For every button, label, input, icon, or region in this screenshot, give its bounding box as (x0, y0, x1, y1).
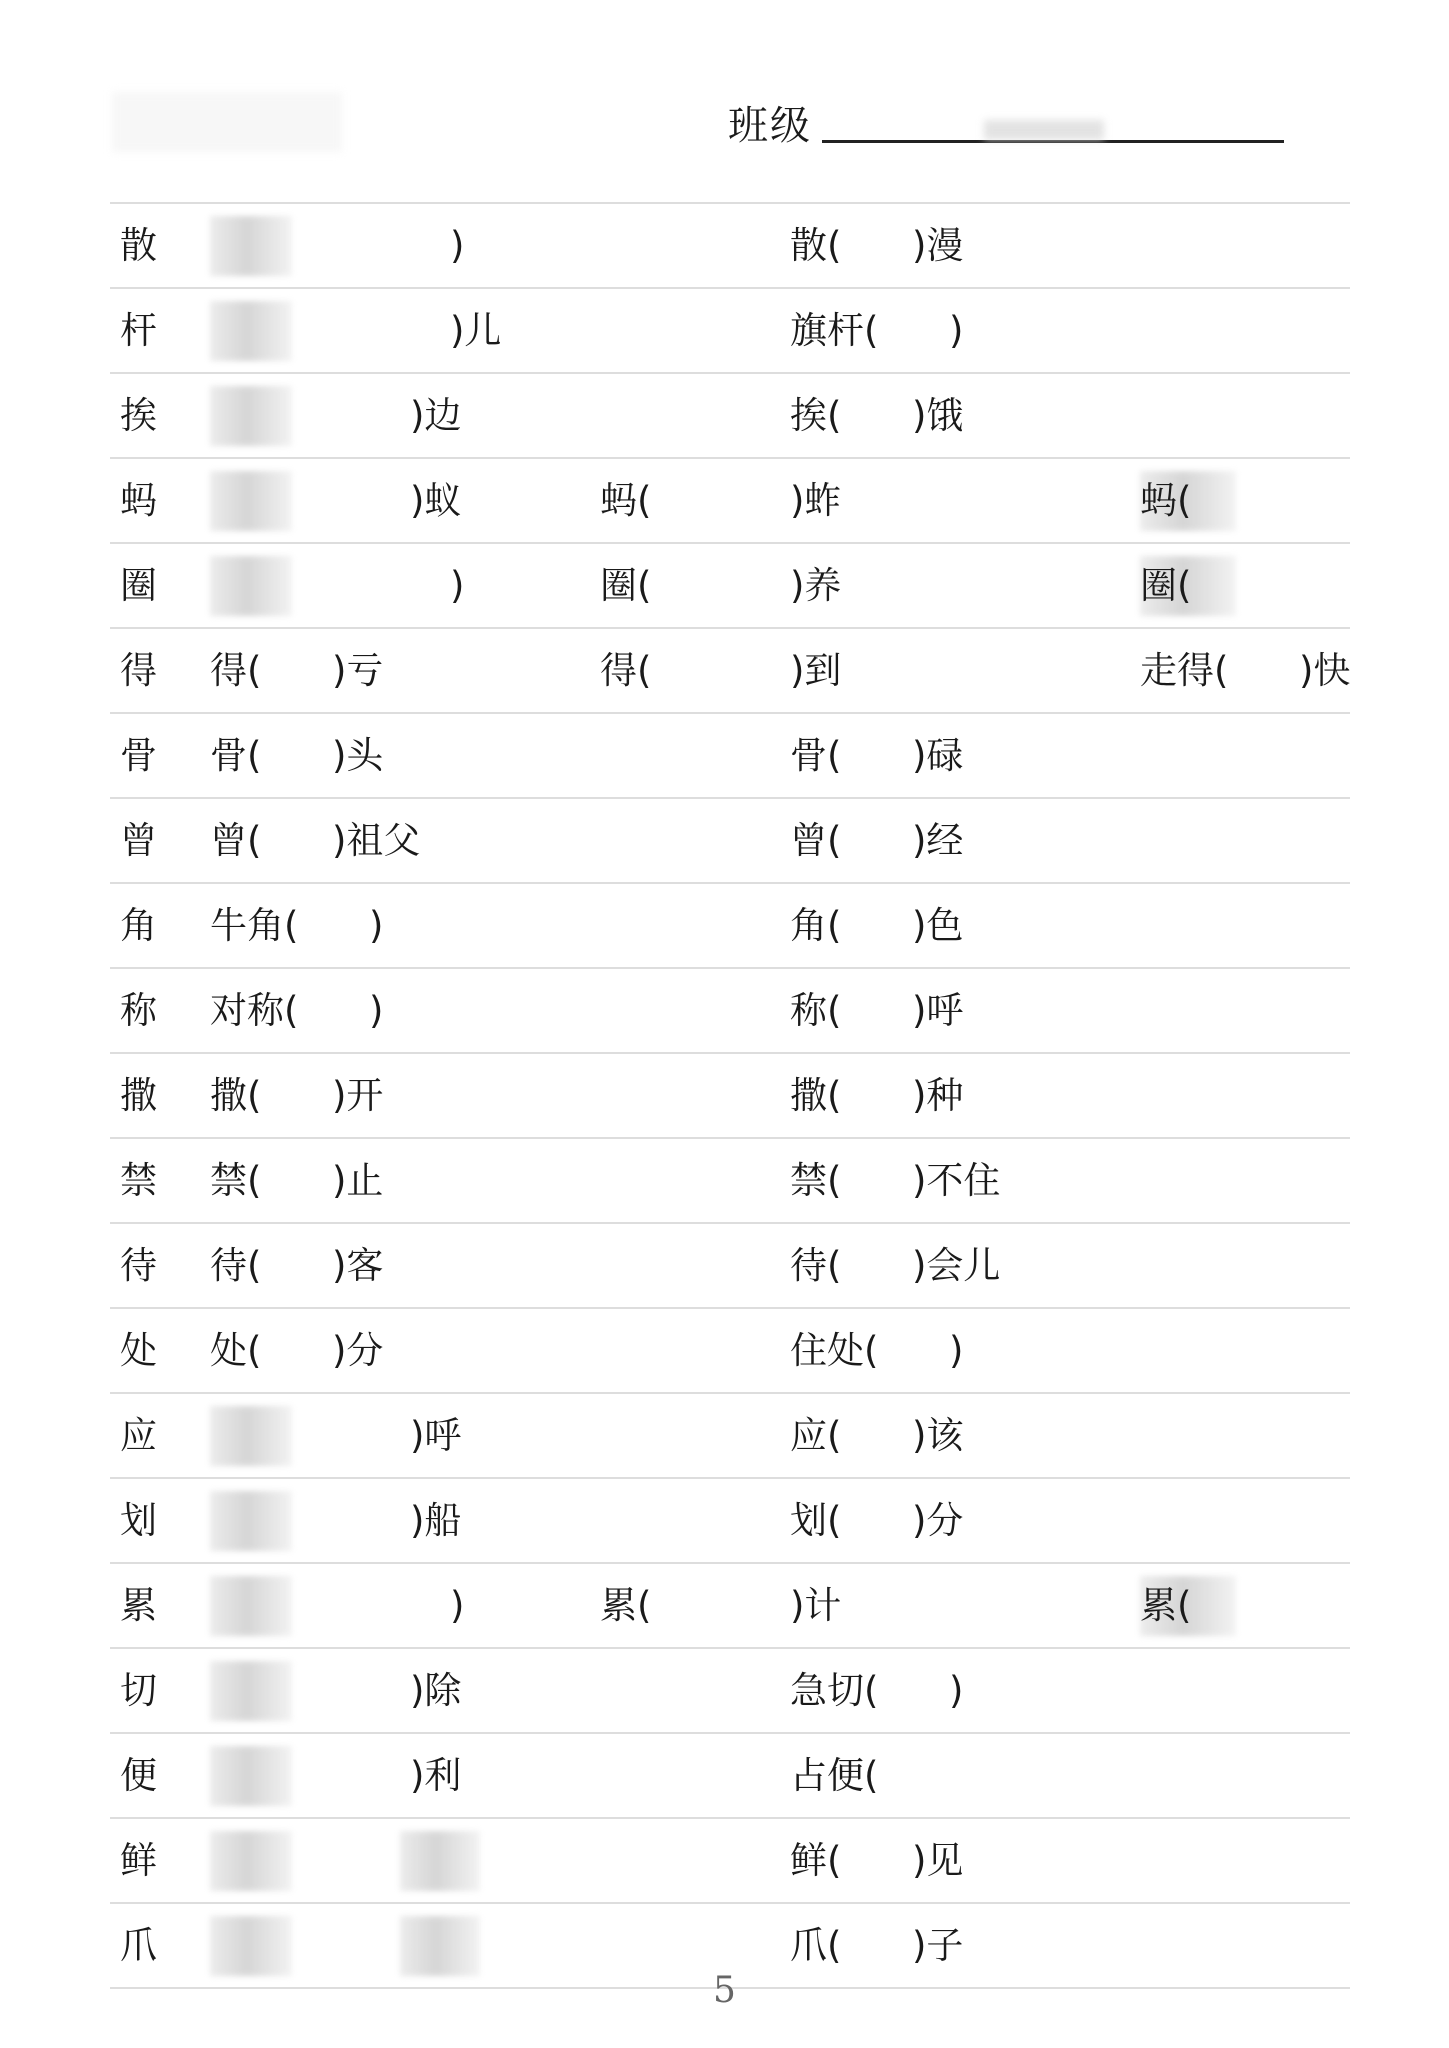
row-head-char: 撒 (120, 1074, 157, 1117)
cell-text: 禁( )止 (210, 1159, 384, 1202)
cell-text: ) (450, 1584, 465, 1627)
cell-text: 爪( )子 (790, 1924, 964, 1967)
cell-text: )蚁 (410, 479, 462, 522)
redacted-answer (400, 1831, 480, 1891)
cell-text: 处( )分 (210, 1329, 384, 1372)
page-number: 5 (713, 1970, 736, 2011)
cell-text: 占便( (790, 1754, 879, 1797)
table-row (110, 204, 1350, 289)
cell-text: 禁( )不住 (790, 1159, 1001, 1202)
cell-text: )养 (790, 564, 842, 607)
cell-text: 鲜( )见 (790, 1839, 964, 1882)
table-row (110, 374, 1350, 459)
table-row (110, 544, 1350, 629)
cell-text: 走得( )快 (1140, 649, 1351, 692)
cell-text: 待( )会儿 (790, 1244, 1001, 1287)
table-row (110, 1309, 1350, 1394)
cell-text: 对称( ) (210, 989, 384, 1032)
row-head-char: 累 (120, 1584, 157, 1627)
table-row (110, 969, 1350, 1054)
cell-text: 住处( ) (790, 1329, 964, 1372)
cell-text: 蚂( (1140, 479, 1192, 522)
cell-text: 急切( ) (790, 1669, 964, 1712)
redacted-answer (210, 301, 292, 361)
row-head-char: 得 (120, 649, 157, 692)
cell-text: )儿 (450, 309, 502, 352)
cell-text: 应( )该 (790, 1414, 964, 1457)
cell-text: 骨( )碌 (790, 734, 964, 777)
row-head-char: 划 (120, 1499, 157, 1542)
row-head-char: 待 (120, 1244, 157, 1287)
row-head-char: 鲜 (120, 1839, 157, 1882)
row-head-char: 杆 (120, 309, 157, 352)
cell-text: )计 (790, 1584, 842, 1627)
redacted-answer (210, 386, 292, 446)
table-row (110, 799, 1350, 884)
table-row (110, 1394, 1350, 1479)
polyphone-table (110, 202, 1350, 1989)
row-head-char: 曾 (120, 819, 157, 862)
row-head-char: 切 (120, 1669, 157, 1712)
row-head-char: 散 (120, 224, 157, 267)
table-row (110, 1564, 1350, 1649)
cell-text: 累( (1140, 1584, 1192, 1627)
cell-text: 圈( (1140, 564, 1192, 607)
cell-text: 骨( )头 (210, 734, 384, 777)
table-row (110, 1649, 1350, 1734)
row-head-char: 角 (120, 904, 157, 947)
class-fill-line (822, 140, 1284, 143)
table-row (110, 629, 1350, 714)
table-row (110, 1139, 1350, 1224)
redacted-answer (210, 556, 292, 616)
cell-text: 得( )亏 (210, 649, 384, 692)
cell-text: )蚱 (790, 479, 842, 522)
worksheet-header (0, 0, 1449, 200)
row-head-char: 爪 (120, 1924, 157, 1967)
cell-text: 曾( )经 (790, 819, 964, 862)
cell-text: )到 (790, 649, 842, 692)
row-head-char: 禁 (120, 1159, 157, 1202)
cell-text: 撒( )开 (210, 1074, 384, 1117)
cell-text: 得( (600, 649, 652, 692)
table-row (110, 289, 1350, 374)
row-head-char: 处 (120, 1329, 157, 1372)
redacted-answer (210, 1576, 292, 1636)
redacted-answer (210, 1491, 292, 1551)
row-head-char: 蚂 (120, 479, 157, 522)
cell-text: 累( (600, 1584, 652, 1627)
table-row (110, 1819, 1350, 1904)
cell-text: )边 (410, 394, 462, 437)
cell-text: )利 (410, 1754, 462, 1797)
redacted-answer (210, 1831, 292, 1891)
table-row (110, 1054, 1350, 1139)
cell-text: 角( )色 (790, 904, 964, 947)
table-row (110, 1734, 1350, 1819)
cell-text: 撒( )种 (790, 1074, 964, 1117)
redacted-answer (400, 1916, 480, 1976)
cell-text: )呼 (410, 1414, 462, 1457)
redacted-name-area (112, 92, 342, 152)
row-head-char: 应 (120, 1414, 157, 1457)
row-head-char: 骨 (120, 734, 157, 777)
row-head-char: 便 (120, 1754, 157, 1797)
class-label: 班级 (728, 103, 812, 149)
row-head-char: 圈 (120, 564, 157, 607)
row-head-char: 挨 (120, 394, 157, 437)
cell-text: 旗杆( ) (790, 309, 964, 352)
redacted-answer (210, 471, 292, 531)
redacted-answer (210, 216, 292, 276)
cell-text: )除 (410, 1669, 462, 1712)
cell-text: 牛角( ) (210, 904, 384, 947)
table-row (110, 714, 1350, 799)
cell-text: ) (450, 564, 465, 607)
redacted-answer (210, 1406, 292, 1466)
cell-text: 蚂( (600, 479, 652, 522)
table-row (110, 884, 1350, 969)
cell-text: 圈( (600, 564, 652, 607)
cell-text: 待( )客 (210, 1244, 384, 1287)
cell-text: )船 (410, 1499, 462, 1542)
cell-text: 曾( )祖父 (210, 819, 421, 862)
cell-text: 称( )呼 (790, 989, 964, 1032)
redacted-answer (210, 1916, 292, 1976)
table-row (110, 1224, 1350, 1309)
redacted-answer (210, 1661, 292, 1721)
row-head-char: 称 (120, 989, 157, 1032)
cell-text: ) (450, 224, 465, 267)
cell-text: 散( )漫 (790, 224, 964, 267)
table-row (110, 1479, 1350, 1564)
redacted-class-value (984, 120, 1104, 140)
cell-text: 挨( )饿 (790, 394, 964, 437)
redacted-answer (210, 1746, 292, 1806)
table-row (110, 459, 1350, 544)
cell-text: 划( )分 (790, 1499, 964, 1542)
